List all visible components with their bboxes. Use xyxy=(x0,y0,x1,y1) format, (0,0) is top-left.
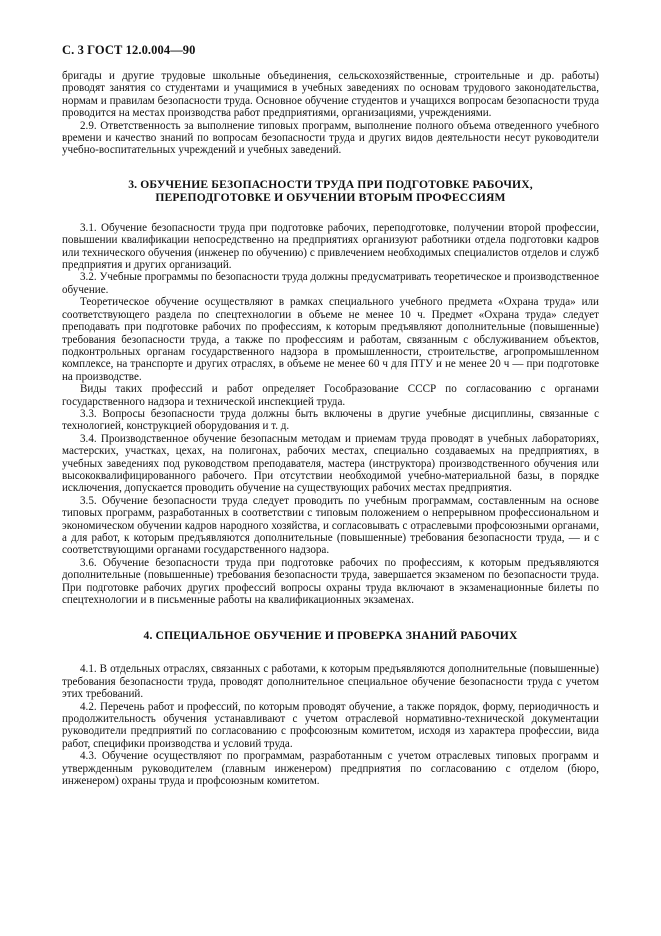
paragraph-3-5: 3.5. Обучение безопасности труда следует проводить по учебным программам, составленным на основе типовых программ, разработанных в соответствии с типовым положением о непрерывном профессиональном и экономическом обучении кадров народного хозяйства, и согласовывать с отраслевыми профсоюзными органами, а для работ, к которым предъявляются дополнительные (повышенные) требования безопасности труда, — и с соответствующими органами государственного надзора. xyxy=(62,494,599,557)
running-header: С. 3 ГОСТ 12.0.004—90 xyxy=(62,43,196,57)
paragraph-3-2-theory: Теоретическое обучение осуществляют в рамках специального учебного предмета «Охрана труда» или соответствующего раздела по спецтехнологии в объеме не менее 10 ч. Предмет «Охрана труда» следует преподавать при подготовке рабочих по профессиям, к которым предъявляют дополнительные (повышенные) требования безопасности труда, а также по профессиям и работам, связанным с обслуживанием объектов, подконтрольных органам государственного надзора в промышленности, строительстве, агропромышленном комплексе, на транспорте и других отраслях, в объеме не менее 60 ч для ПТУ и не менее 20 ч — при подготовке на производстве. xyxy=(62,296,599,383)
paragraph-2-9: 2.9. Ответственность за выполнение типовых программ, выполнение полного объема отведенного учебного времени и качество знаний по вопросам безопасности труда и других видов деятельности несут руководители учебно-воспитательных учреждений и учебных заведений. xyxy=(62,119,599,157)
paragraph-4-2: 4.2. Перечень работ и профессий, по которым проводят обучение, а также порядок, форму, периодичность и продолжительность обучения устанавливают с учетом отраслевой нормативно-технической документации руководители предприятий по согласованию с профсоюзным комитетом, исходя из характера профессии, вида работ, специфики производства и условий труда. xyxy=(62,700,599,750)
section-3-heading xyxy=(62,178,599,204)
paragraph-4-1: 4.1. В отдельных отраслях, связанных с работами, к которым предъявляются дополнительные (повышенные) требования безопасности труда, проводят дополнительное специальное обучение безопасности труда с учетом этих требований. xyxy=(62,663,599,701)
paragraph-4-3: 4.3. Обучение осуществляют по программам, разработанным с учетом отраслевых типовых программ и утвержденным руководителем (главным инженером) предприятия по согласованию с отделом (бюро, инженером) охраны труда и профсоюзным комитетом. xyxy=(62,750,599,788)
section-4-heading: 4. СПЕЦИАЛЬНОЕ ОБУЧЕНИЕ И ПРОВЕРКА ЗНАНИЙ РАБОЧИХ xyxy=(143,629,518,643)
document-page xyxy=(62,43,599,788)
paragraph-3-1: 3.1. Обучение безопасности труда при подготовке рабочих, переподготовке, получении второй профессии, повышении квалификации непосредственно на предприятиях организуют работники отдела подготовки кадров или технического обучения (инженер по обучению) с привлечением необходимых специалистов отделов и служб предприятия и других организаций. xyxy=(62,221,599,272)
section-3-heading-line-1: 3. ОБУЧЕНИЕ БЕЗОПАСНОСТИ ТРУДА ПРИ ПОДГОТОВКЕ РАБОЧИХ, xyxy=(128,177,533,191)
paragraph-3-2: 3.2. Учебные программы по безопасности труда должны предусматривать теоретическое и производственное обучение. xyxy=(62,271,599,296)
paragraph-2-8-continuation: бригады и другие трудовые школьные объединения, сельскохозяйственные, строительные и др. работы) проводят занятия со студентами и учащимися в учебных заведениях по основам трудового законодательства, нормам и правилам безопасности труда. Основное обучение студентов и учащихся вопросам безопасности труда проводится на местах производства работ предприятиями, организациями, учреждениями. xyxy=(62,70,599,120)
paragraph-3-4: 3.4. Производственное обучение безопасным методам и приемам труда проводят в учебных лабораториях, мастерских, участках, цехах, на полигонах, рабочих местах, специально создаваемых на предприятиях, в учебных заведениях под руководством преподавателя, мастера (инструктора) производственного обучения или высококвалифицированного рабочего. При отсутствии необходимой учебно-материальной базы, в порядке исключения, допускается проводить обучение на существующих рабочих местах предприятия. xyxy=(62,432,599,495)
paragraph-3-3: 3.3. Вопросы безопасности труда должны быть включены в другие учебные дисциплины, связанные с технологией, конструкцией оборудования и т. д. xyxy=(62,407,599,433)
section-3-heading-line-2: ПЕРЕПОДГОТОВКЕ И ОБУЧЕНИИ ВТОРЫМ ПРОФЕССИЯМ xyxy=(155,190,506,204)
paragraph-3-6: 3.6. Обучение безопасности труда при подготовке рабочих по профессиям, к которым предъявляются дополнительные (повышенные) требования безопасности труда, завершается экзаменом по безопасности труда. При подготовке рабочих других профессий вопросы охраны труда включают в экзаменационные билеты по спецтехнологии и в письменные работы на квалификационных экзаменах. xyxy=(62,556,599,607)
paragraph-3-2-professions: Виды таких профессий и работ определяет Гособразование СССР по согласованию с органами государственного надзора и технической инспекцией труда. xyxy=(62,383,599,408)
